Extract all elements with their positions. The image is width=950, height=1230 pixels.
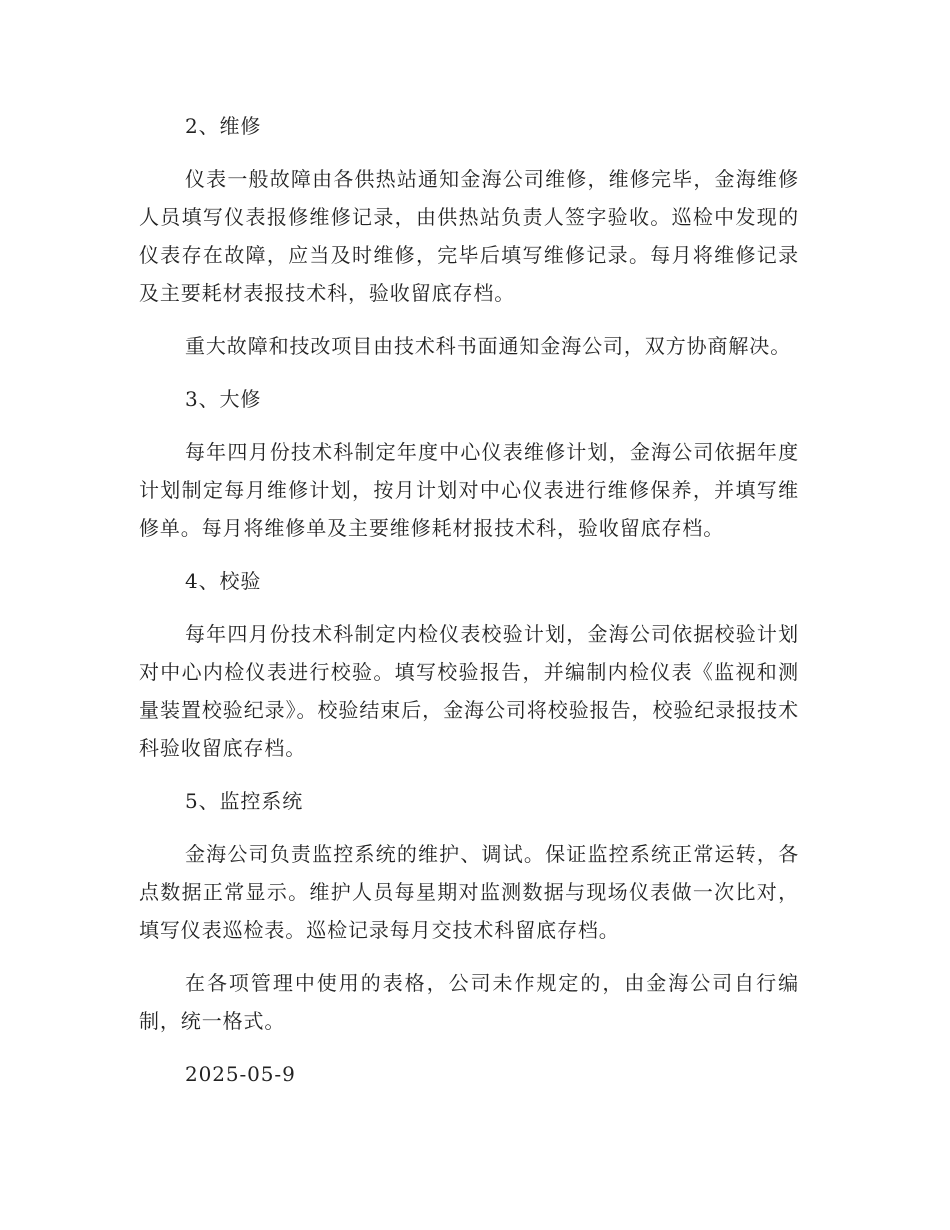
- paragraph-repair-general: 仪表一般故障由各供热站通知金海公司维修，维修完毕，金海维修人员填写仪表报修维修记录，由供热站负责人签字验收。巡检中发现的仪表存在故障，应当及时维修，完毕后填写维修记录。每月将维修记录及主要耗材表报技术科，验收留底存档。: [139, 167, 799, 305]
- section-heading-calibration: 4、校验: [185, 569, 262, 593]
- document-body: [139, 107, 799, 1093]
- paragraph-calibration: 每年四月份技术科制定内检仪表校验计划，金海公司依据校验计划对中心内检仪表进行校验。填写校验报告，并编制内检仪表《监视和测量装置校验纪录》。校验结束后，金海公司将校验报告，校验纪录报技术科验收留底存档。: [139, 622, 799, 760]
- section-heading-repair: 2、维修: [185, 114, 262, 138]
- paragraph-forms: 在各项管理中使用的表格，公司未作规定的，由金海公司自行编制，统一格式。: [139, 971, 799, 1033]
- paragraph-overhaul: 每年四月份技术科制定年度中心仪表维修计划，金海公司依据年度计划制定每月维修计划，按月计划对中心仪表进行维修保养，并填写维修单。每月将维修单及主要维修耗材报技术科，验收留底存档。: [139, 440, 799, 540]
- section-heading-monitoring: 5、监控系统: [185, 789, 304, 813]
- paragraph-repair-major: 重大故障和技改项目由技术科书面通知金海公司，双方协商解决。: [185, 334, 792, 358]
- document-date: 2025-05-9: [185, 1062, 296, 1086]
- section-heading-overhaul: 3、大修: [185, 387, 262, 411]
- paragraph-monitoring: 金海公司负责监控系统的维护、调试。保证监控系统正常运转，各点数据正常显示。维护人员每星期对监测数据与现场仪表做一次比对，填写仪表巡检表。巡检记录每月交技术科留底存档。: [139, 842, 799, 942]
